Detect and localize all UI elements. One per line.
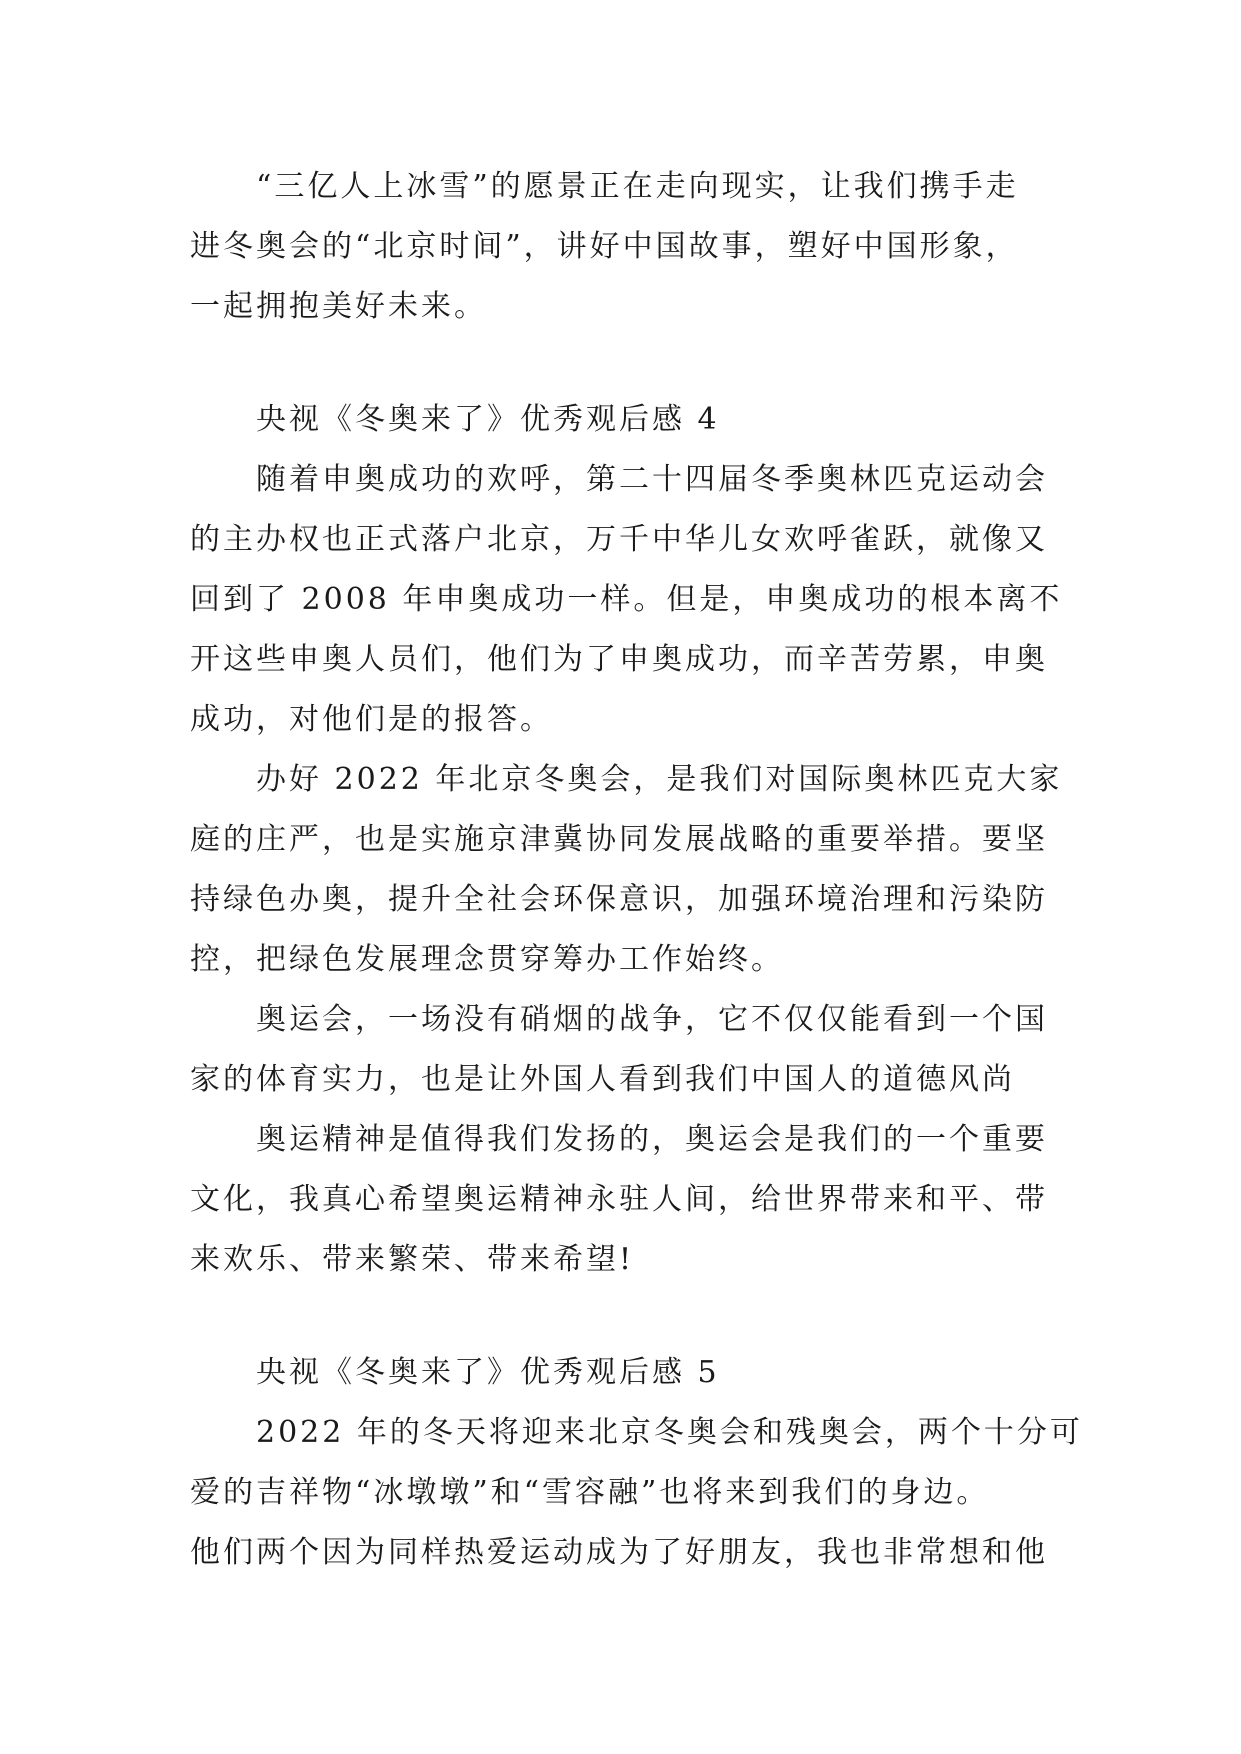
- text-line: 成功，对他们是的报答。: [190, 702, 553, 737]
- text-line: 家的体育实力，也是让外国人看到我们中国人的道德风尚: [190, 1062, 1015, 1097]
- text-line: 开这些申奥人员们，他们为了申奥成功，而辛苦劳累，申奥: [190, 642, 1048, 677]
- text-line: 奥运会，一场没有硝烟的战争，它不仅仅能看到一个国: [256, 1002, 1048, 1037]
- text-line: 持绿色办奥，提升全社会环保意识，加强环境治理和污染防: [190, 882, 1048, 917]
- text-line: 的主办权也正式落户北京，万千中华儿女欢呼雀跃，就像又: [190, 522, 1048, 557]
- section-heading: 央视《冬奥来了》优秀观后感 4: [256, 402, 720, 437]
- text-line: 爱的吉祥物“冰墩墩”和“雪容融”也将来到我们的身边。: [190, 1475, 990, 1510]
- text-line: 回到了 2008 年申奥成功一样。但是，申奥成功的根本离不: [190, 582, 1063, 617]
- text-line: “三亿人上冰雪”的愿景正在走向现实，让我们携手走: [256, 169, 1019, 204]
- text-line: 奥运精神是值得我们发扬的，奥运会是我们的一个重要: [256, 1122, 1048, 1157]
- text-line: 控，把绿色发展理念贯穿筹办工作始终。: [190, 942, 784, 977]
- text-line: 庭的庄严，也是实施京津冀协同发展战略的重要举措。要坚: [190, 822, 1048, 857]
- text-line: 文化，我真心希望奥运精神永驻人间，给世界带来和平、带: [190, 1182, 1048, 1217]
- text-line: 来欢乐、带来繁荣、带来希望!: [190, 1242, 635, 1277]
- section-heading: 央视《冬奥来了》优秀观后感 5: [256, 1355, 720, 1390]
- text-line: 办好 2022 年北京冬奥会，是我们对国际奥林匹克大家: [256, 762, 1063, 797]
- text-line: 进冬奥会的“北京时间”，讲好中国故事，塑好中国形象，: [190, 229, 1019, 264]
- text-line: 一起拥抱美好未来。: [190, 289, 487, 324]
- text-line: 2022 年的冬天将迎来北京冬奥会和残奥会，两个十分可: [256, 1415, 1083, 1450]
- text-line: 随着申奥成功的欢呼，第二十四届冬季奥林匹克运动会: [256, 462, 1048, 497]
- text-line: 他们两个因为同样热爱运动成为了好朋友，我也非常想和他: [190, 1535, 1048, 1570]
